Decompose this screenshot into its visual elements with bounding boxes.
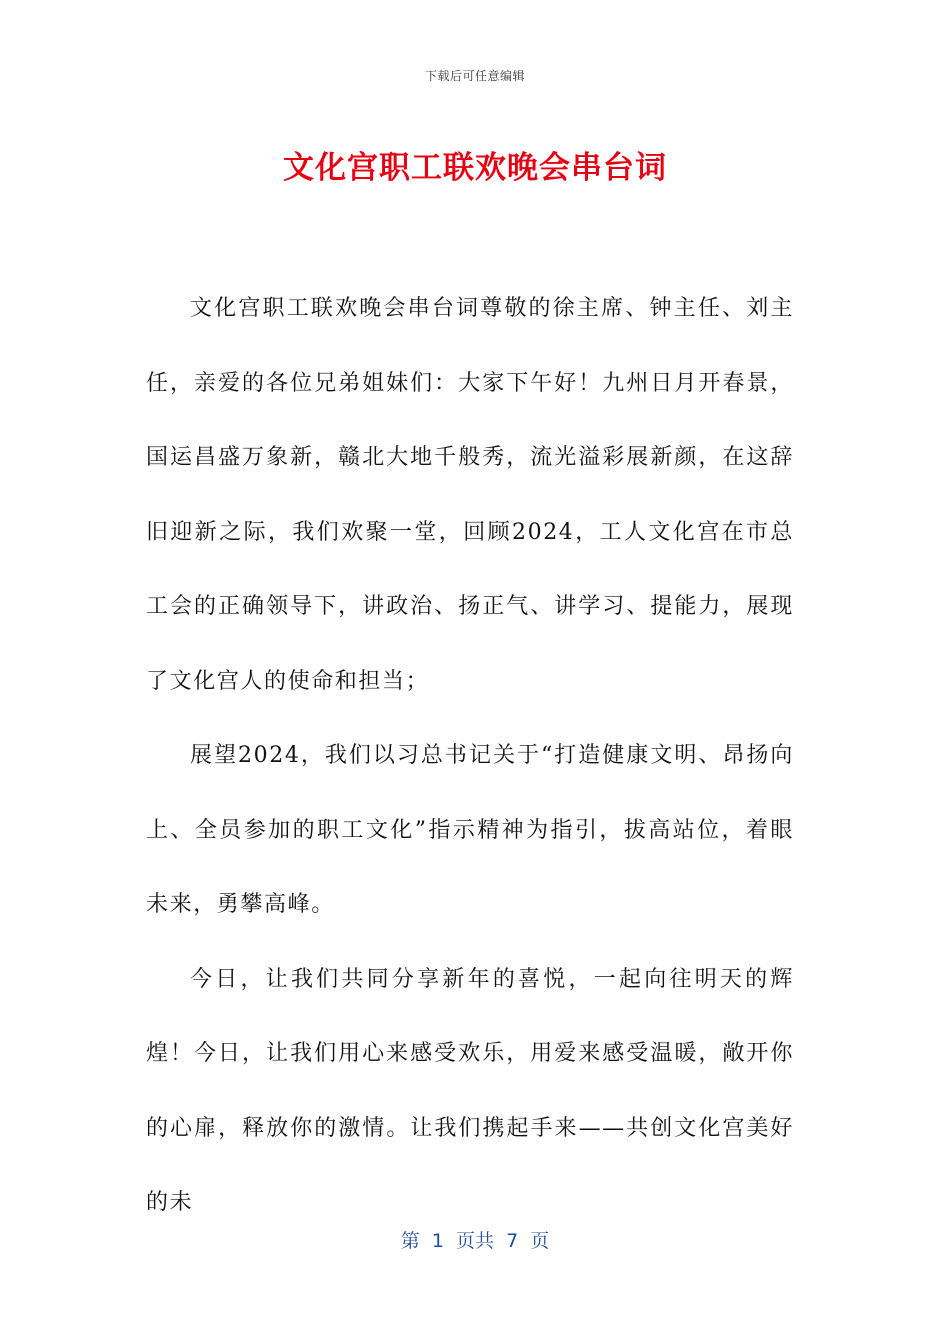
document-title: 文化宫职工联欢晚会串台词 <box>283 150 667 186</box>
paragraph: 今日，让我们共同分享新年的喜悦，一起向往明天的辉煌！今日，让我们用心来感受欢乐，用爱来感受温暖，敞开你的心扉，释放你的激情。让我们携起手来——共创文化宫美好的未 <box>146 966 794 1215</box>
header-note: 下载后可任意编辑 <box>424 69 525 83</box>
paragraph: 展望2024，我们以习总书记关于“打造健康文明、昂扬向上、全员参加的职工文化”指示精神为指引，拔高站位，着眼未来，勇攀高峰。 <box>146 743 794 917</box>
document-body <box>146 272 794 1241</box>
page-number-footer: 第 1 页共 7 页 <box>400 1230 550 1252</box>
paragraph: 文化宫职工联欢晚会串台词尊敬的徐主席、钟主任、刘主任，亲爱的各位兄弟姐妹们：大家下午好！九州日月开春景，国运昌盛万象新，赣北大地千般秀，流光溢彩展新颜，在这辞旧迎新之际，我们欢聚一堂，回顾2024，工人文化宫在市总工会的正确领导下，讲政治、扬正气、讲学习、提能力，展现了文化宫人的使命和担当； <box>146 296 794 694</box>
